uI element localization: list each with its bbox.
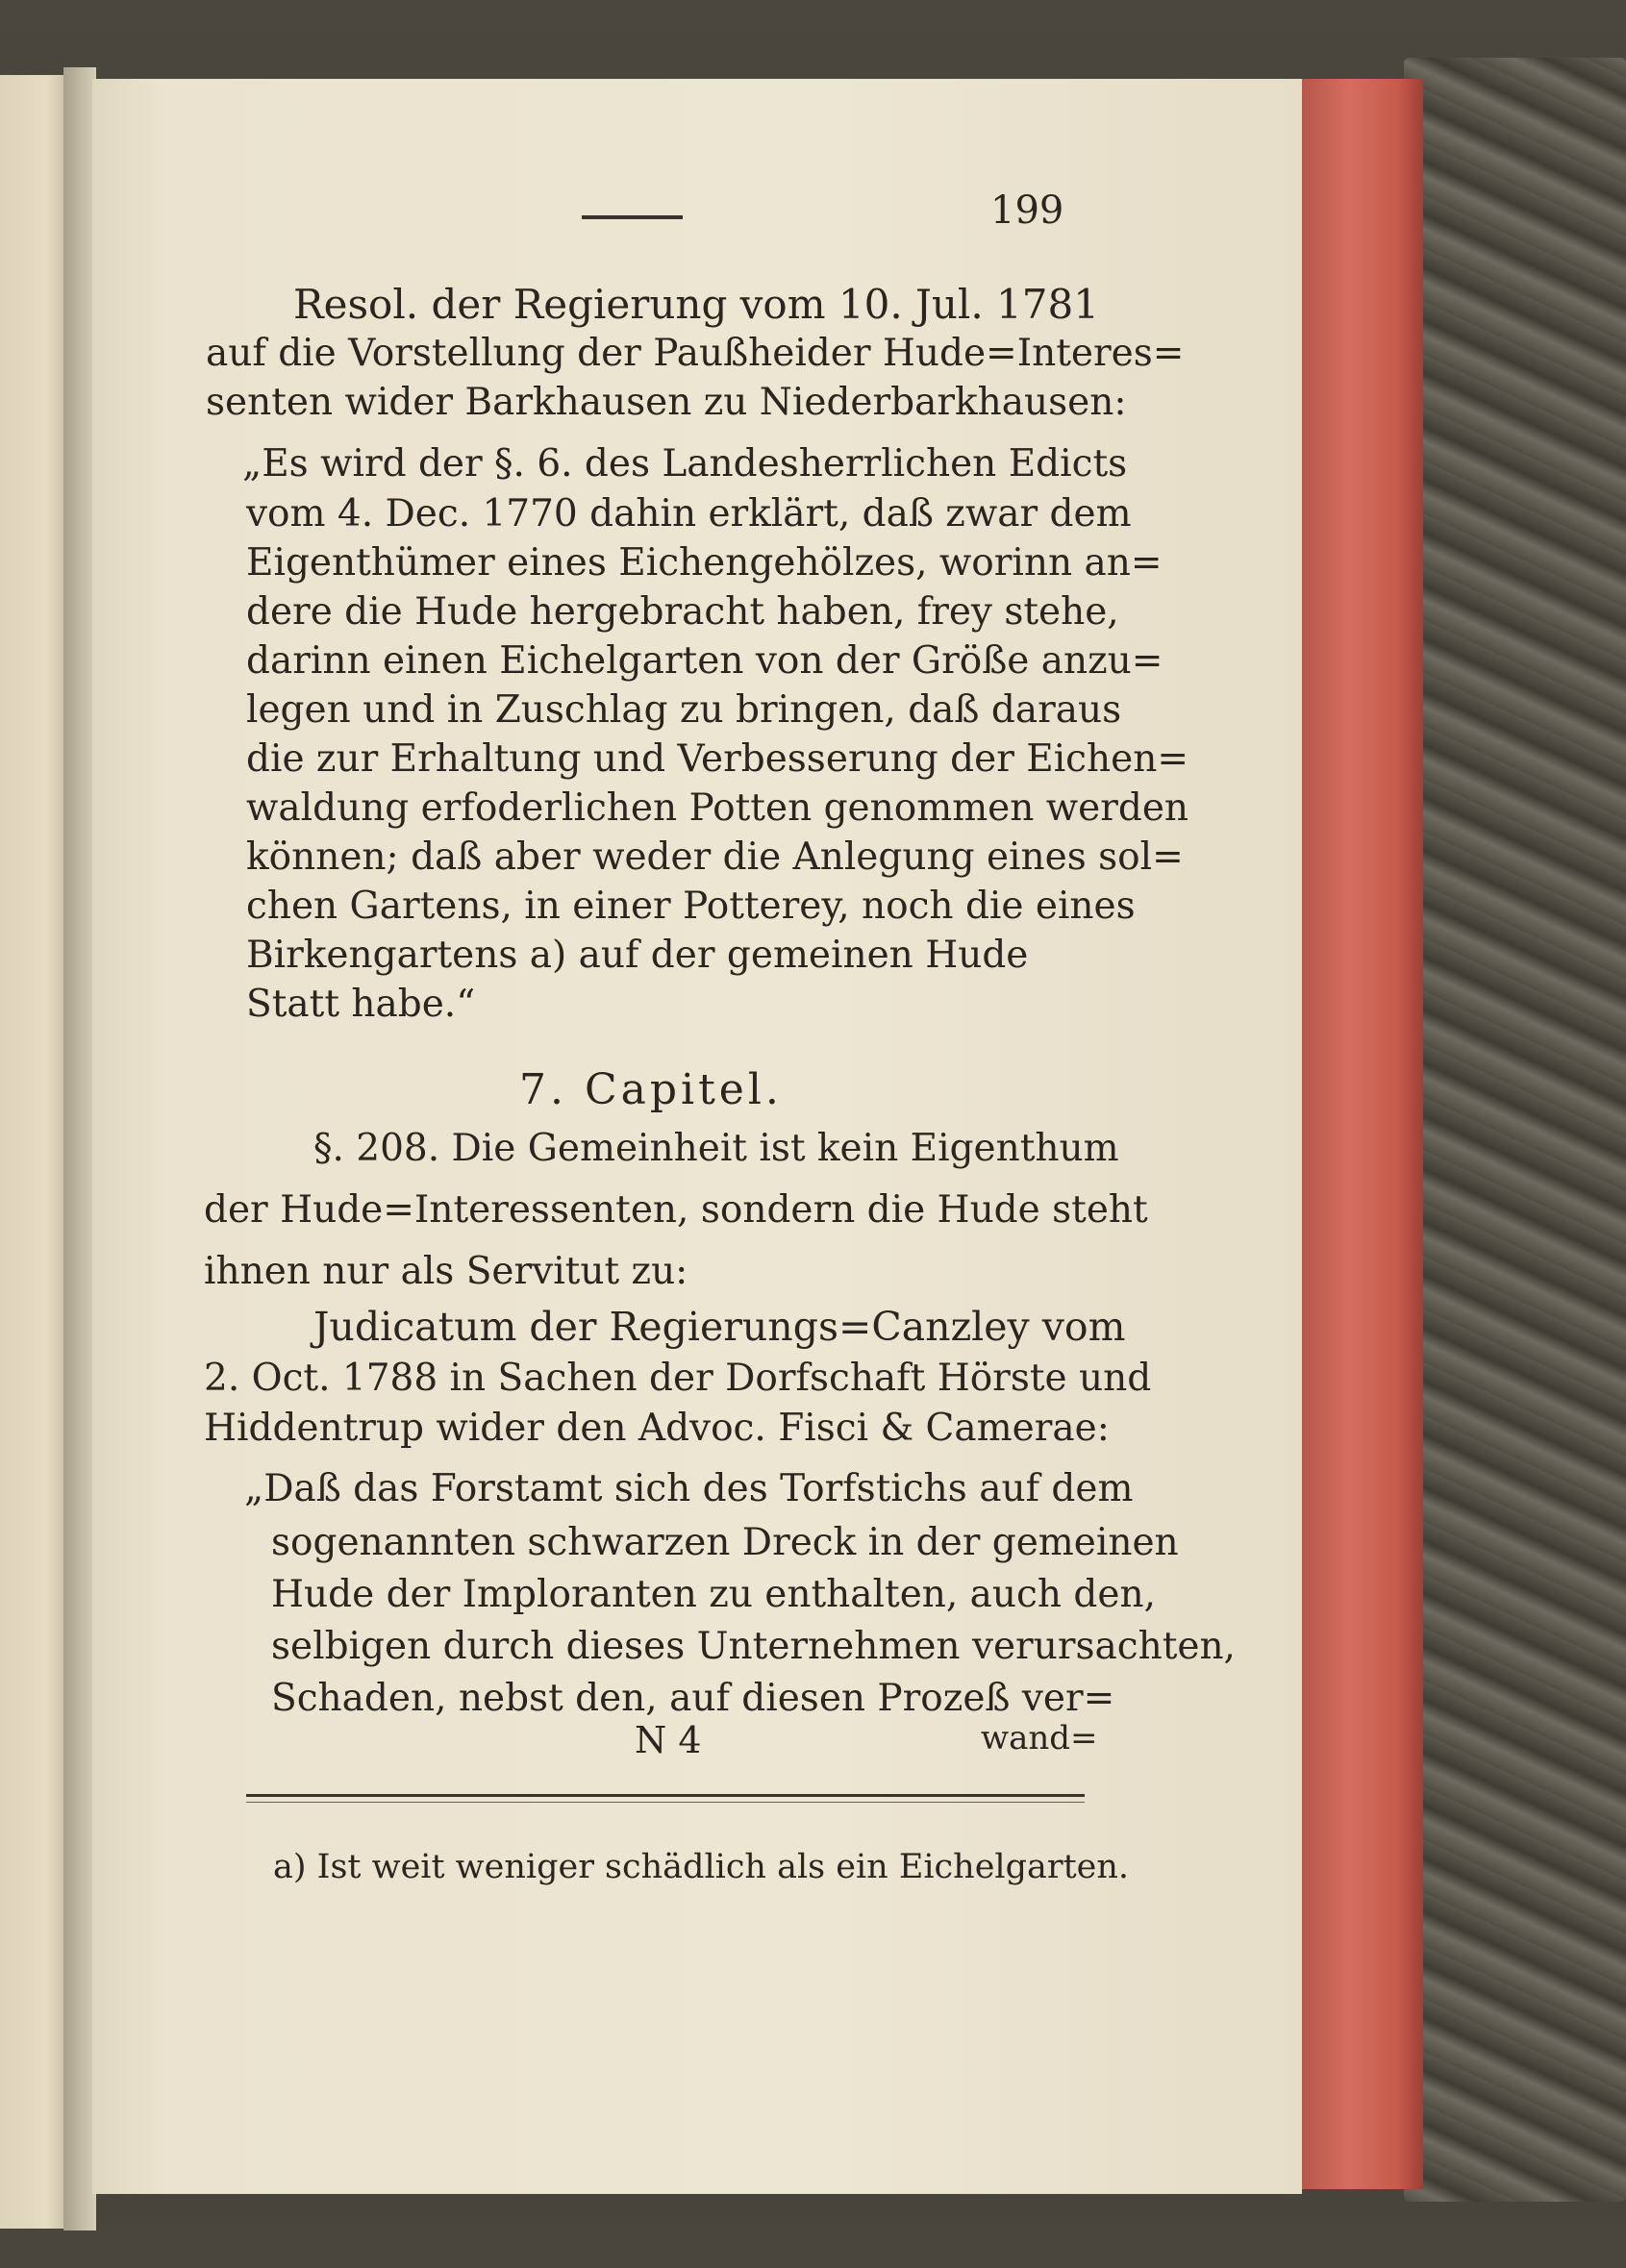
text-line: Birkengartens a) auf der gemeinen Hude — [246, 934, 1029, 977]
text-line: selbigen durch dieses Unternehmen verursachten, — [271, 1625, 1236, 1668]
text-line: ihnen nur als Servitut zu: — [204, 1250, 688, 1293]
text-line: vom 4. Dec. 1770 dahin erklärt, daß zwar dem — [246, 492, 1132, 536]
text-line: die zur Erhaltung und Verbesserung der Eichen= — [246, 737, 1189, 781]
text-line: §. 208. Die Gemeinheit ist kein Eigenthum — [313, 1127, 1119, 1170]
signature-mark: N 4 — [635, 1719, 702, 1761]
book-cover — [1404, 58, 1626, 2202]
text-line: auf die Vorstellung der Paußheider Hude=Interes= — [206, 332, 1185, 375]
text-line: Eigenthümer eines Eichengehölzes, worinn an= — [246, 541, 1163, 585]
page-number: 199 — [990, 188, 1064, 233]
text-line: Schaden, nebst den, auf diesen Prozeß ver= — [271, 1677, 1115, 1720]
text-line: legen und in Zuschlag zu bringen, daß daraus — [246, 688, 1122, 732]
text-line: Judicatum der Regierungs=Canzley vom — [313, 1304, 1126, 1350]
footnote-rule-thin — [246, 1802, 1085, 1803]
text-line: „Daß das Forstamt sich des Torfstichs auf dem — [244, 1467, 1134, 1510]
footnote: a) Ist weit weniger schädlich als ein Eichelgarten. — [273, 1848, 1130, 1886]
left-page-edge — [0, 75, 67, 2229]
text-line: waldung erfoderlichen Potten genommen werden — [246, 786, 1189, 830]
page-edges-red — [1300, 79, 1423, 2189]
text-line: Resol. der Regierung vom 10. Jul. 1781 — [293, 281, 1099, 328]
text-line: Hude der Imploranten zu enthalten, auch den, — [271, 1573, 1156, 1616]
text-line: dere die Hude hergebracht haben, frey stehe, — [246, 590, 1119, 634]
text-line: sogenannten schwarzen Dreck in der gemeinen — [271, 1521, 1179, 1564]
text-line: können; daß aber weder die Anlegung eines sol= — [246, 835, 1184, 879]
text-line: „Es wird der §. 6. des Landesherrlichen Edicts — [242, 442, 1128, 486]
catchword: wand= — [981, 1719, 1098, 1757]
text-line: der Hude=Interessenten, sondern die Hude steht — [204, 1188, 1148, 1232]
text-line: senten wider Barkhausen zu Niederbarkhausen: — [206, 381, 1127, 424]
text-line: Statt habe.“ — [246, 983, 476, 1026]
chapter-heading: 7. Capitel. — [519, 1065, 783, 1114]
book-gutter — [63, 67, 96, 2231]
text-line: Hiddentrup wider den Advoc. Fisci & Camerae: — [204, 1407, 1110, 1450]
text-line: 2. Oct. 1788 in Sachen der Dorfschaft Hörste und — [204, 1357, 1152, 1400]
footnote-rule — [246, 1794, 1085, 1797]
text-line: darinn einen Eichelgarten von der Größe anzu= — [246, 639, 1163, 683]
header-ornament — [582, 213, 683, 221]
text-line: chen Gartens, in einer Potterey, noch die eines — [246, 885, 1136, 928]
